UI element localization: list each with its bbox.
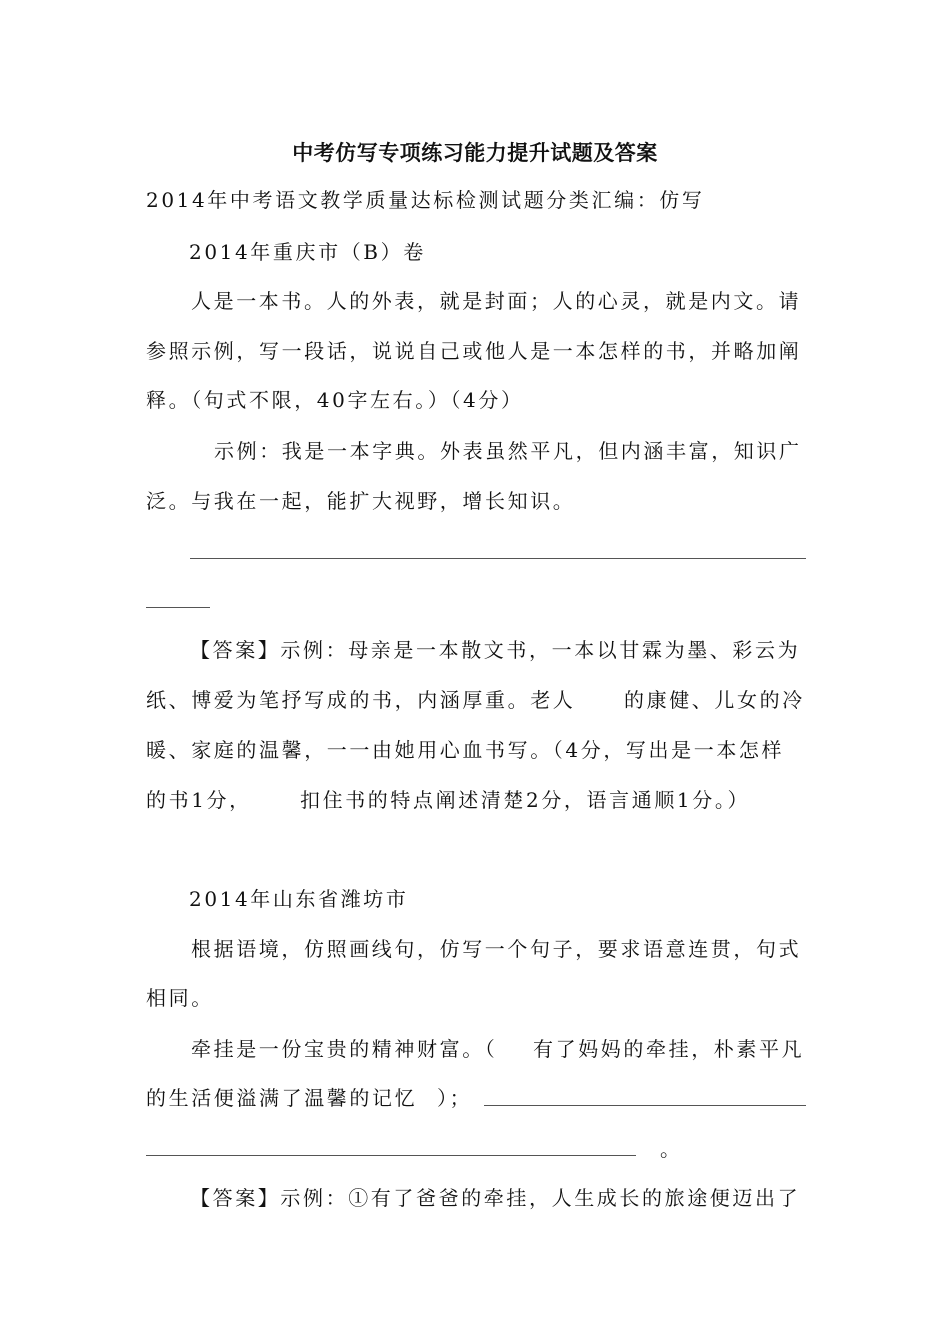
answer-blank-line bbox=[484, 1105, 806, 1106]
answer-blank-line bbox=[190, 558, 806, 559]
answer-blank-line bbox=[146, 607, 210, 608]
section2-heading: 2014年山东省潍坊市 bbox=[189, 887, 409, 911]
section1-heading: 2014年重庆市（B）卷 bbox=[189, 240, 426, 264]
section2-prompt-line: 根据语境，仿照画线句，仿写一个句子，要求语意连贯，句式 bbox=[191, 937, 802, 961]
section2-underlined-sentence: 的生活便溢满了温馨的记忆 bbox=[146, 1086, 418, 1110]
section2-sentence: ）； bbox=[437, 1086, 473, 1110]
section1-prompt-line: 人是一本书。人的外表，就是封面；人的心灵，就是内文。请 bbox=[191, 289, 802, 313]
document-subtitle: 2014年中考语文教学质量达标检测试题分类汇编：仿写 bbox=[146, 188, 705, 212]
section2-answer-line: 【答案】示例：①有了爸爸的牵挂，人生成长的旅途便迈出了 bbox=[190, 1186, 801, 1210]
answer-blank-line bbox=[146, 1155, 636, 1156]
section1-example-line: 示例：我是一本字典。外表虽然平凡，但内涵丰富，知识广 bbox=[214, 439, 802, 463]
section1-answer-line: 【答案】示例：母亲是一本散文书，一本以甘霖为墨、彩云为 bbox=[190, 638, 801, 662]
section1-answer-line: 纸、博爱为笔抒写成的书，内涵厚重。老人 bbox=[146, 688, 576, 712]
section1-answer-line: 扣住书的特点阐述清楚2分，语言通顺1分。） bbox=[300, 788, 751, 812]
section2-period: 。 bbox=[660, 1137, 683, 1161]
document-title: 中考仿写专项练习能力提升试题及答案 bbox=[292, 141, 658, 165]
section1-answer-line: 的康健、儿女的冷 bbox=[624, 688, 805, 712]
section1-prompt-line: 释。（句式不限，40字左右。）（4分） bbox=[146, 388, 524, 412]
section2-underlined-sentence: 有了妈妈的牵挂，朴素平凡 bbox=[533, 1037, 805, 1061]
section1-example-line: 泛。与我在一起，能扩大视野，增长知识。 bbox=[146, 489, 576, 513]
section1-prompt-line: 参照示例，写一段话，说说自己或他人是一本怎样的书，并略加阐 bbox=[146, 339, 802, 363]
section2-sentence: 牵挂是一份宝贵的精神财富。（ bbox=[191, 1037, 498, 1061]
section1-answer-line: 暖、家庭的温馨，一一由她用心血书写。（4分，写出是一本怎样 bbox=[146, 738, 785, 762]
section2-prompt-line: 相同。 bbox=[146, 986, 214, 1010]
section1-answer-line: 的书1分， bbox=[146, 788, 252, 812]
